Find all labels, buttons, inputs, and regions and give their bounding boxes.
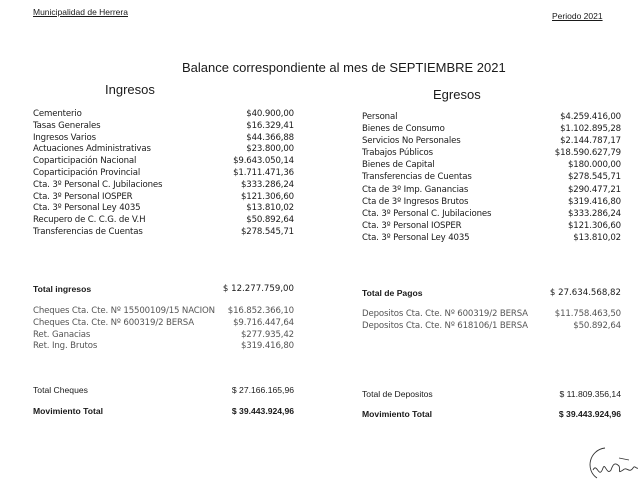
item-label: Ingresos Varios xyxy=(33,132,96,143)
ingresos-row xyxy=(33,203,294,215)
item-amount: $11.758.463,50 xyxy=(554,309,621,319)
total-cheques-label: Total Cheques xyxy=(33,385,88,395)
item-amount: $333.286,24 xyxy=(240,179,294,190)
egresos-row xyxy=(362,147,621,159)
ingresos-row xyxy=(33,109,294,121)
depositos-row xyxy=(362,309,621,321)
ingresos-row xyxy=(33,144,294,156)
item-label: Cheques Cta. Cte. Nº 15500109/15 NACION xyxy=(33,306,215,316)
item-amount: $319.416,80 xyxy=(567,196,621,207)
item-label: Coparticipación Nacional xyxy=(33,156,137,167)
item-label: Depositos Cta. Cte. Nº 618106/1 BERSA xyxy=(362,320,528,331)
egresos-row xyxy=(362,123,621,135)
total-depositos-row xyxy=(362,389,621,401)
item-label: Cta. 3º Personal IOSPER xyxy=(33,191,133,202)
item-label: Bienes de Capital xyxy=(362,160,435,171)
movimiento-total-label: Movimiento Total xyxy=(362,409,433,419)
item-label: Cta. 3º Personal C. Jubilaciones xyxy=(33,179,163,190)
item-label: Trabajos Públicos xyxy=(362,148,433,159)
item-amount: $121.306,60 xyxy=(567,220,621,231)
movimiento-total-amount: $ 39.443.924,96 xyxy=(231,406,294,416)
item-label: Coparticipación Provincial xyxy=(33,167,141,178)
item-amount: $290.477,21 xyxy=(567,184,621,195)
ingresos-row xyxy=(33,192,294,204)
item-label: Transferencias de Cuentas xyxy=(33,226,143,237)
item-amount: $16.329,41 xyxy=(246,120,294,131)
total-cheques-row xyxy=(33,385,294,397)
item-label: Cta de 3º Ingresos Brutos xyxy=(362,196,469,207)
total-ingresos-row xyxy=(33,284,294,296)
depositos-list xyxy=(362,309,621,333)
item-label: Cta de 3º Imp. Ganancias xyxy=(362,184,469,195)
signature-mark xyxy=(583,440,638,480)
item-amount: $13.810,02 xyxy=(573,232,621,243)
cheques-row xyxy=(33,306,294,318)
item-amount: $18.590.627,79 xyxy=(554,148,621,159)
ingresos-heading: Ingresos xyxy=(105,82,155,97)
item-label: Cta. 3º Personal Ley 4035 xyxy=(33,203,141,214)
item-amount: $40.900,00 xyxy=(246,109,294,119)
item-label: Ret. Ganacias xyxy=(33,329,91,340)
item-amount: $1.711.471,36 xyxy=(233,167,294,178)
ingresos-row xyxy=(33,215,294,227)
egresos-heading: Egresos xyxy=(433,87,481,102)
egresos-row xyxy=(362,184,621,196)
total-depositos-label: Total de Depositos xyxy=(362,389,433,399)
item-label: Cheques Cta. Cte. Nº 600319/2 BERSA xyxy=(33,317,195,328)
period-label: Periodo 2021 xyxy=(552,11,603,21)
ingresos-row xyxy=(33,180,294,192)
egresos-row xyxy=(362,111,621,123)
item-label: Servicios No Personales xyxy=(362,136,461,147)
item-amount: $23.800,00 xyxy=(246,144,294,155)
egresos-row xyxy=(362,171,621,183)
item-amount: $121.306,60 xyxy=(240,191,294,202)
egresos-row xyxy=(362,232,621,244)
item-label: Personal xyxy=(362,112,398,122)
movimiento-total-amount: $ 39.443.924,96 xyxy=(558,409,621,419)
cheques-list xyxy=(33,306,294,353)
item-amount: $333.286,24 xyxy=(567,208,621,219)
egresos-row xyxy=(362,135,621,147)
cheques-row xyxy=(33,330,294,342)
ingresos-row xyxy=(33,121,294,133)
depositos-row xyxy=(362,321,621,333)
item-amount: $277.935,42 xyxy=(240,329,294,340)
organization-name: Municipalidad de Herrera xyxy=(33,7,128,17)
item-amount: $180.000,00 xyxy=(567,160,621,171)
ingresos-row xyxy=(33,156,294,168)
item-amount: $2.144.787,17 xyxy=(560,136,621,147)
movimiento-total-ingresos-row xyxy=(33,406,294,418)
ingresos-row xyxy=(33,133,294,145)
egresos-row xyxy=(362,208,621,220)
item-label: Cta. 3º Personal C. Jubilaciones xyxy=(362,208,492,219)
movimiento-total-label: Movimiento Total xyxy=(33,406,104,416)
item-label: Cementerio xyxy=(33,109,82,119)
item-amount: $16.852.366,10 xyxy=(227,306,294,316)
item-amount: $13.810,02 xyxy=(246,203,294,214)
item-amount: $9.643.050,14 xyxy=(233,156,294,167)
item-label: Recupero de C. C.G. de V.H xyxy=(33,215,146,226)
total-pagos-label: Total de Pagos xyxy=(362,288,423,298)
item-label: Bienes de Consumo xyxy=(362,124,445,135)
total-pagos-amount: $ 27.634.568,82 xyxy=(549,288,621,298)
item-amount: $50.892,64 xyxy=(573,320,621,331)
total-depositos-amount: $ 11.809.356,14 xyxy=(559,389,621,399)
item-amount: $44.366,88 xyxy=(246,132,294,143)
movimiento-total-egresos-row xyxy=(362,409,621,421)
egresos-row xyxy=(362,220,621,232)
item-label: Actuaciones Administrativas xyxy=(33,144,151,155)
item-label: Ret. Ing. Brutos xyxy=(33,341,98,352)
item-amount: $9.716.447,64 xyxy=(233,317,294,328)
item-label: Depositos Cta. Cte. Nº 600319/2 BERSA xyxy=(362,309,528,319)
total-ingresos-amount: $ 12.277.759,00 xyxy=(222,284,294,294)
total-pagos-row xyxy=(362,288,621,300)
total-ingresos-label: Total ingresos xyxy=(33,284,92,294)
item-amount: $278.545,71 xyxy=(240,226,294,237)
ingresos-row xyxy=(33,227,294,239)
total-cheques-amount: $ 27.166.165,96 xyxy=(231,385,294,395)
item-amount: $4.259.416,00 xyxy=(560,112,621,122)
ingresos-list xyxy=(33,109,294,239)
item-amount: $50.892,64 xyxy=(246,215,294,226)
egresos-row xyxy=(362,196,621,208)
item-label: Tasas Generales xyxy=(33,120,101,131)
item-amount: $1.102.895,28 xyxy=(560,124,621,135)
item-label: Transferencias de Cuentas xyxy=(362,172,472,183)
item-label: Cta. 3º Personal Ley 4035 xyxy=(362,232,470,243)
egresos-row xyxy=(362,159,621,171)
cheques-row xyxy=(33,341,294,353)
egresos-list xyxy=(362,111,621,244)
cheques-row xyxy=(33,318,294,330)
ingresos-row xyxy=(33,168,294,180)
item-amount: $278.545,71 xyxy=(567,172,621,183)
item-label: Cta. 3º Personal IOSPER xyxy=(362,220,462,231)
document-title: Balance correspondiente al mes de SEPTIEMBRE 2021 xyxy=(182,60,506,75)
item-amount: $319.416,80 xyxy=(240,341,294,352)
